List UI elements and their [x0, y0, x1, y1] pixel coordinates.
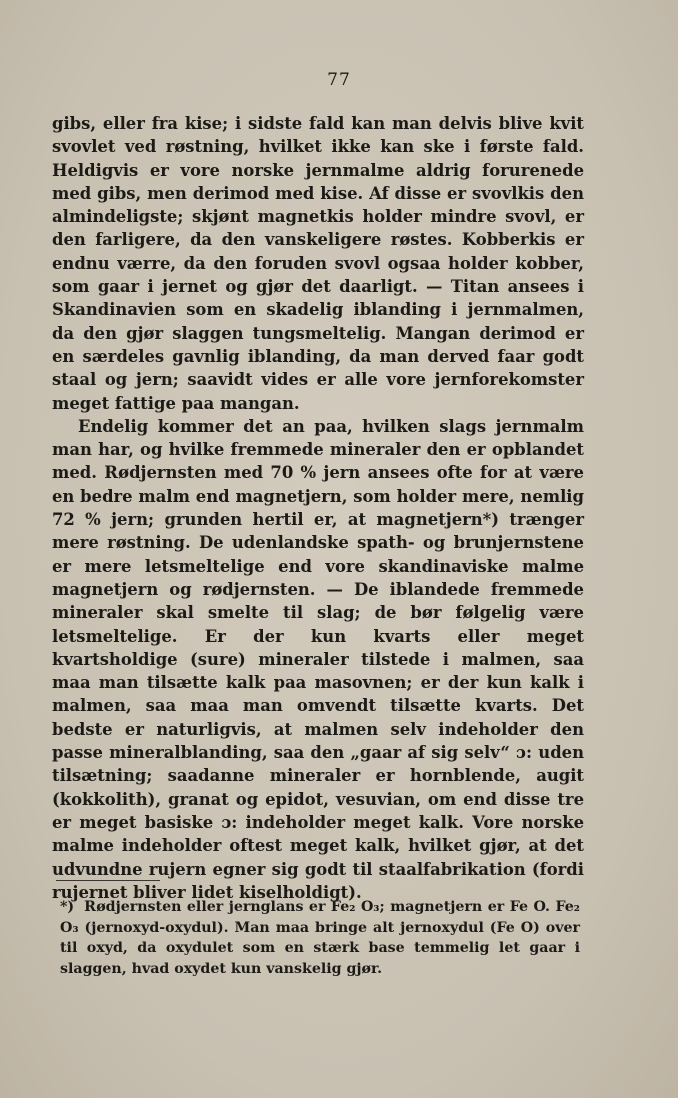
paragraph-2: Endelig kommer det an paa, hvilken slags jernmalm man har, og hvilke fremmede mineraler den er opblandet med. Rødjernsten med 70 % jern ansees ofte for at være en bedre malm end magnetjern, som holder mere, nemlig 72 % jern; grunden hertil er, at magnetjern*) trænger mere røstning. De udenlandske spath- og brunjernstene er mere letsmeltelige end vore skandinaviske malme magnetjern og rødjernsten. — De iblandede fremmede mineraler skal smelte til slag; de bør følgelig være letsmeltelige. Er der kun kvarts eller meget kvartsholdige (sure) mineraler tilstede i malmen, saa maa man tilsætte kalk paa masovnen; er der kun kalk i malmen, saa maa man omvendt tilsætte kvarts. Det bedste er naturligvis, at malmen selv indeholder den passe mineralblanding, saa den „gaar af sig selv“ ɔ: uden tilsætning; saadanne mineraler er hornblende, augit (kokkolith), granat og epidot, vesuvian, om end disse tre er meget basiske ɔ: indeholder meget kalk. Vore norske malme indeholder oftest meget kalk, hvilket gjør, at det udvundne rujern egner sig godt til staalfabrikation (fordi rujernet bliver lidet kiselholdigt).	[52, 416, 584, 902]
footnote-divider	[56, 880, 160, 881]
footnote	[60, 897, 580, 979]
body-text	[52, 112, 584, 904]
footnote-paragraph	[60, 897, 580, 979]
footnote-text: Rødjernsten eller jernglans er Fe₂ O₃; magnetjern er Fe O. Fe₂ O₃ (jernoxyd-oxydul). Man maa bringe alt jernoxydul (Fe O) over til oxyd, da oxydulet som en stærk base temmelig let gaar i slaggen, hvad oxydet kun vanskelig gjør.	[60, 899, 580, 977]
footnote-marker: *)	[60, 899, 75, 915]
paragraph-1: gibs, eller fra kise; i sidste fald kan man delvis blive kvit svovlet ved røstning, hvilket ikke kan ske i første fald. Heldigvis er vore norske jernmalme aldrig forurenede med gibs, men derimod med kise. Af disse er svovlkis den almindeligste; skjønt magnetkis holder mindre svovl, er den farligere, da den vanskeligere røstes. Kobberkis er endnu værre, da den foruden svovl ogsaa holder kobber, som gaar i jernet og gjør det daarligt. — Titan ansees i Skandinavien som en skadelig iblanding i jernmalmen, da den gjør slaggen tungsmeltelig. Mangan derimod er en særdeles gavnlig iblanding, da man derved faar godt staal og jern; saavidt vides er alle vore jernforekomster meget fattige paa mangan.	[52, 114, 584, 413]
page-number: 77	[327, 70, 351, 90]
